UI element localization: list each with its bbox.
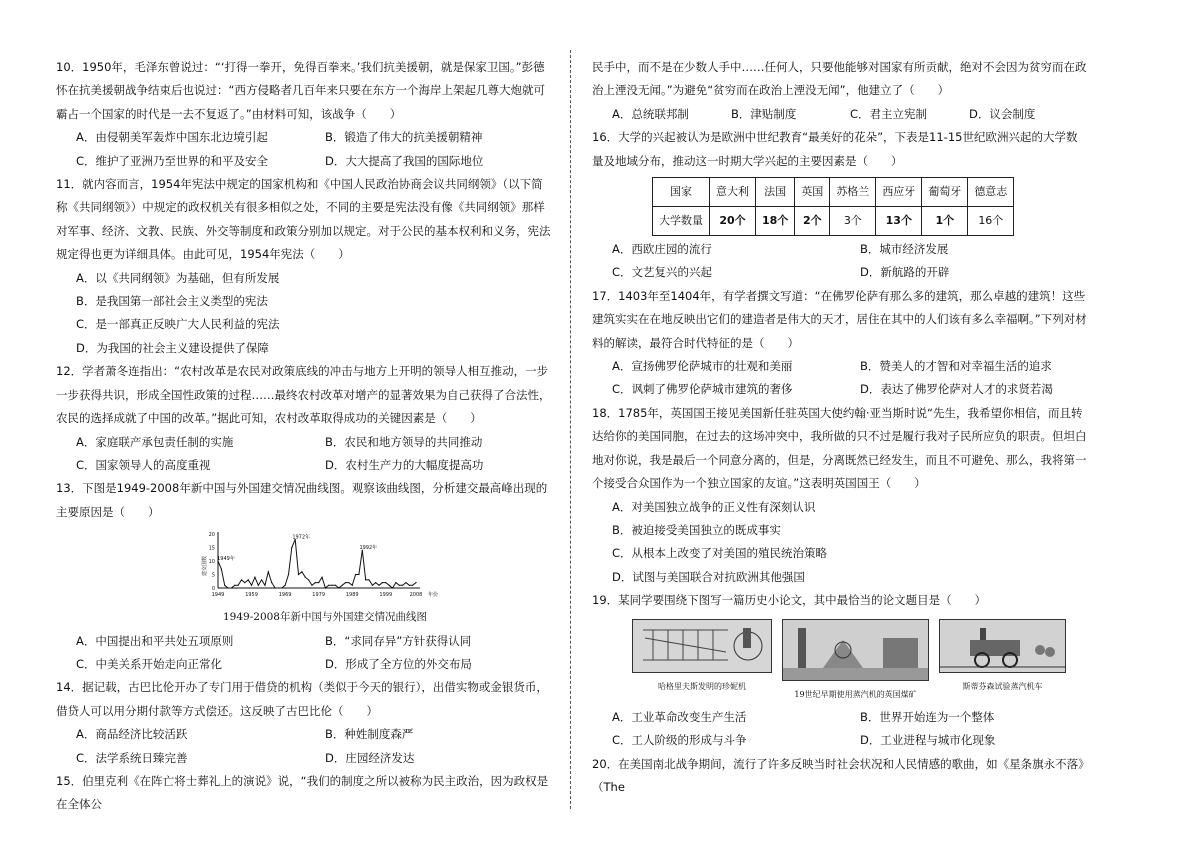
column-divider bbox=[570, 50, 571, 809]
table-cell: 20个 bbox=[710, 207, 756, 236]
question-15-options bbox=[592, 103, 1088, 126]
chart-caption: 1949-2008年新中国与外国建交情况曲线图 bbox=[223, 611, 427, 624]
data-point bbox=[365, 579, 366, 580]
table-cell: 意大利 bbox=[710, 178, 756, 207]
table-cell: 苏格兰 bbox=[830, 178, 876, 207]
data-point bbox=[402, 585, 403, 586]
option-a: A．由侵朝美军轰炸中国东北边境引起 bbox=[76, 130, 268, 145]
data-point bbox=[315, 582, 316, 583]
data-point bbox=[395, 582, 396, 583]
question-19-images bbox=[632, 619, 1088, 706]
data-point bbox=[352, 585, 353, 586]
data-point bbox=[238, 585, 239, 586]
data-point bbox=[335, 585, 336, 586]
option-d: D．农村生产力的大幅度提高功 bbox=[325, 457, 484, 472]
data-point bbox=[318, 582, 319, 583]
table-cell: 18个 bbox=[756, 207, 795, 236]
university-table bbox=[652, 177, 1014, 236]
data-point bbox=[389, 585, 390, 586]
option-a: A．商品经济比较活跃 bbox=[76, 727, 188, 742]
image-caption: 哈格里夫斯发明的珍妮机 bbox=[658, 681, 746, 691]
option-c: C．文艺复兴的兴起 bbox=[612, 265, 713, 280]
data-point bbox=[221, 569, 222, 570]
option-d: D．庄园经济发达 bbox=[325, 750, 415, 765]
table-cell: 1个 bbox=[922, 207, 968, 236]
option-d: D．为我国的社会主义建设提供了保障 bbox=[76, 340, 269, 355]
option-c: C．国家领导人的高度重视 bbox=[76, 457, 211, 472]
data-point bbox=[412, 585, 413, 586]
question-17-options-ab bbox=[592, 355, 1088, 378]
question-16: 16．大学的兴起被认为是欧洲中世纪教育“最美好的花朵”，下表是11-15世纪欧洲兴起的大学数量及地域分布，推动这一时期大学兴起的主要因素是（ ） bbox=[592, 130, 1078, 168]
data-point bbox=[399, 585, 400, 586]
question-12: 12．学者萧冬连指出：“农村改革是农民对政策底线的冲击与地方上开明的领导人相互推动，一步一步获得共识，形成全国性政策的过程……最终农村改革对增产的显著效果为自己获得了合法性，农民的选择成就了中国的改革。”据此可知，农村改革取得成功的关键因素是（ ） bbox=[56, 364, 551, 426]
option-d: D．表达了佛罗伦萨对人才的求贤若渴 bbox=[860, 382, 1053, 397]
option-b: B．锻造了伟大的抗美援朝精神 bbox=[325, 130, 483, 145]
question-17: 17．1403年至1404年，有学者撰文写道：“在佛罗伦萨有那么多的建筑，那么卓越的建筑！这些建筑实实在在地反映出它们的建造者是伟大的天才，居住在其中的人们该有多么幸福啊。”下列对材料的解读，最符合时代特征的是（ ） bbox=[592, 288, 1087, 350]
data-point bbox=[332, 585, 333, 586]
left-column bbox=[56, 56, 554, 817]
y-tick-label: 0 bbox=[211, 586, 215, 593]
option-d: D．新航路的开辟 bbox=[860, 265, 950, 280]
data-point bbox=[285, 585, 286, 586]
question-14: 14．据记载，古巴比伦开办了专门用于借贷的机构（类似于今天的银行），出借实物或金银货币，借贷人可以用分期付款等方式偿还。这反映了古巴比伦（ ） bbox=[56, 680, 548, 718]
y-tick-label: 10 bbox=[208, 559, 215, 566]
data-point bbox=[328, 585, 329, 586]
image-coal-mine-block bbox=[782, 619, 929, 706]
question-19-options-cd bbox=[592, 729, 1088, 752]
option-a: A．宣扬佛罗伦萨城市的壮观和美丽 bbox=[612, 359, 793, 374]
table-cell: 大学数量 bbox=[653, 207, 710, 236]
question-15-start: 15．伯里克利《在阵亡将士葬礼上的演说》说，“我们的制度之所以被称为民主政治，因为政权是在全体公 bbox=[56, 773, 549, 812]
data-point bbox=[254, 577, 255, 578]
option-b: B．津贴制度 bbox=[731, 106, 797, 121]
image-caption: 19世纪早期使用蒸汽机的英国煤矿 bbox=[794, 689, 917, 699]
data-point bbox=[308, 579, 309, 580]
series-line bbox=[218, 540, 416, 589]
table-cell: 13个 bbox=[876, 207, 922, 236]
option-b: B．农民和地方领导的共同推动 bbox=[325, 434, 483, 449]
data-point bbox=[278, 588, 279, 589]
option-d: D．试图与美国联合对抗欧洲其他强国 bbox=[612, 569, 805, 584]
question-10-options-ab bbox=[56, 126, 554, 149]
right-column bbox=[592, 56, 1088, 800]
option-a: A．中国提出和平共处五项原则 bbox=[76, 633, 234, 648]
y-tick-label: 5 bbox=[211, 572, 215, 579]
option-a: A．以《共同纲领》为基础，但有所发展 bbox=[76, 270, 280, 285]
data-point bbox=[382, 582, 383, 583]
question-15-continued: 民手中，而不是在少数人手中……任何人，只要他能够对国家有所贡献，绝对不会因为贫穷而在政治上湮没无闻。”为避免“贫穷而在政治上湮没无闻”，他建立了（ ） bbox=[592, 60, 1087, 98]
x-tick-label: 1959 bbox=[245, 592, 258, 599]
option-c: C．从根本上改变了对美国的殖民统治策略 bbox=[612, 546, 828, 561]
question-18: 18．1785年，英国国王接见美国新任驻英国大使约翰·亚当斯时说“先生，我希望你相信，而且转达给你的美国同胞，在过去的这场冲突中，我所做的只不过是履行我对子民所应负的职责。但坦白地对你说，我是最后一个同意分离的，但是，分离既然已经发生，而且不可避免、那么，我将第一个接受合众国作为一个独立国家的友谊。”这表明英国国王（ ） bbox=[592, 405, 1087, 491]
data-point bbox=[368, 579, 369, 580]
y-axis-label: 建交国数 bbox=[202, 556, 208, 577]
chart-annotation: 1972年 bbox=[292, 534, 311, 541]
data-point bbox=[274, 588, 275, 589]
data-point bbox=[305, 577, 306, 578]
question-16-options-ab bbox=[592, 238, 1088, 261]
data-point bbox=[375, 582, 376, 583]
option-b: B．城市经济发展 bbox=[860, 242, 949, 257]
option-a: A．工业革命改变生产生活 bbox=[612, 709, 747, 724]
data-point bbox=[227, 588, 228, 589]
table-cell: 2个 bbox=[795, 207, 830, 236]
data-point bbox=[321, 577, 322, 578]
option-c: C．讽刺了佛罗伦萨城市建筑的奢侈 bbox=[612, 382, 793, 397]
locomotive-illustration bbox=[940, 620, 1065, 672]
y-tick-label: 20 bbox=[208, 532, 215, 539]
option-b: B．“求同存异”方针获得认同 bbox=[325, 633, 472, 648]
data-point bbox=[234, 585, 235, 586]
table-row bbox=[653, 207, 1014, 236]
data-point bbox=[355, 574, 356, 575]
question-20-start: 20．在美国南北战争期间，流行了许多反映当时社会状况和人民情感的歌曲，如《星条旗永不落》（The bbox=[592, 756, 1084, 795]
option-b: B．世界开始连为一个整体 bbox=[860, 709, 995, 724]
option-b: B．是我国第一部社会主义类型的宪法 bbox=[76, 294, 268, 309]
data-point bbox=[268, 571, 269, 572]
table-cell: 国家 bbox=[653, 178, 710, 207]
question-13-options-ab bbox=[56, 630, 554, 653]
table-cell: 英国 bbox=[795, 178, 830, 207]
option-a: A．西欧庄园的流行 bbox=[612, 242, 712, 257]
option-c: C．是一部真正反映广大人民利益的宪法 bbox=[76, 317, 280, 332]
data-point bbox=[409, 585, 410, 586]
data-point bbox=[392, 588, 393, 589]
option-d: D．工业进程与城市化现象 bbox=[860, 733, 996, 748]
diplomacy-line-chart bbox=[196, 528, 439, 608]
option-b: B．赞美人的才智和对幸福生活的追求 bbox=[860, 359, 1052, 374]
data-point bbox=[264, 585, 265, 586]
question-12-options-cd bbox=[56, 454, 554, 477]
data-point bbox=[248, 579, 249, 580]
option-d: D．大大提高了我国的国际地位 bbox=[325, 153, 484, 168]
x-tick-label: 1969 bbox=[278, 592, 292, 599]
x-tick-label: 1979 bbox=[312, 592, 326, 599]
image-locomotive-block bbox=[939, 619, 1066, 706]
question-10: 10．1950年，毛泽东曾说过：“‘打得一拳开，免得百拳来。’我们抗美援朝，就是保家卫国。”彭德怀在抗美援朝战争结束后也说过：“西方侵略者几百年来只要在东方一个海岸上架起几尊大炮就可霸占一个国家的时代是一去不复返了。”由材料可知，该战争（ ） bbox=[56, 60, 545, 121]
coal-mine-image bbox=[782, 619, 929, 681]
x-axis-label: 年份 bbox=[428, 592, 439, 599]
option-d: D．议会制度 bbox=[969, 106, 1036, 121]
line-chart-figure bbox=[196, 528, 554, 608]
spinning-jenny-image bbox=[632, 619, 772, 673]
data-point bbox=[298, 574, 299, 575]
option-a: A．对美国独立战争的正义性有深刻认识 bbox=[612, 499, 816, 514]
data-point bbox=[358, 574, 359, 575]
data-point bbox=[372, 585, 373, 586]
data-point bbox=[342, 585, 343, 586]
chart-annotation: 1949年 bbox=[217, 556, 235, 563]
question-12-options-ab bbox=[56, 431, 554, 454]
option-b: B．种姓制度森严 bbox=[325, 727, 414, 742]
data-point bbox=[241, 579, 242, 580]
x-tick-label: 1949 bbox=[211, 592, 225, 599]
data-point bbox=[231, 588, 232, 589]
option-c: C．中美关系开始走向正常化 bbox=[76, 656, 223, 671]
data-point bbox=[261, 579, 262, 580]
data-point bbox=[251, 585, 252, 586]
option-c: C．维护了亚洲乃至世界的和平及安全 bbox=[76, 153, 269, 168]
question-13: 13．下图是1949-2008年新中国与外国建交情况曲线图。观察该曲线图，分析建交最高峰出现的主要原因是（ ） bbox=[56, 481, 548, 519]
option-a: A．家庭联产承包责任制的实施 bbox=[76, 434, 234, 449]
table-header-row bbox=[653, 178, 1014, 207]
data-point bbox=[325, 588, 326, 589]
data-point bbox=[271, 582, 272, 583]
data-point bbox=[224, 585, 225, 586]
question-14-options-cd bbox=[56, 747, 554, 770]
image-spinning-jenny-block bbox=[632, 619, 772, 706]
table-cell: 3个 bbox=[830, 207, 876, 236]
table-cell: 葡萄牙 bbox=[922, 178, 968, 207]
data-point bbox=[258, 585, 259, 586]
table-cell: 法国 bbox=[756, 178, 795, 207]
question-17-options-cd bbox=[592, 378, 1088, 401]
data-point bbox=[405, 582, 406, 583]
question-19-options-ab bbox=[592, 706, 1088, 729]
locomotive-image bbox=[939, 619, 1066, 673]
data-point bbox=[415, 582, 416, 583]
question-14-options-ab bbox=[56, 723, 554, 746]
chart-annotation: 1992年 bbox=[359, 545, 378, 552]
table-cell: 16个 bbox=[968, 207, 1014, 236]
question-19: 19．某同学要围绕下图写一篇历史小论文，其中最恰当的论文题目是（ ） bbox=[592, 593, 987, 608]
table-cell: 德意志 bbox=[968, 178, 1014, 207]
data-point bbox=[348, 582, 349, 583]
question-16-options-cd bbox=[592, 261, 1088, 284]
data-point bbox=[281, 588, 282, 589]
option-c: C．工人阶级的形成与斗争 bbox=[612, 733, 747, 748]
x-tick-label: 1989 bbox=[345, 592, 359, 599]
data-point bbox=[345, 582, 346, 583]
option-c: C．法学系统日臻完善 bbox=[76, 750, 188, 765]
data-point bbox=[385, 582, 386, 583]
data-point bbox=[291, 547, 292, 548]
data-point bbox=[378, 585, 379, 586]
question-10-options-cd bbox=[56, 150, 554, 173]
option-a: A．总统联邦制 bbox=[612, 106, 689, 121]
image-caption: 斯蒂芬森试验蒸汽机车 bbox=[962, 681, 1043, 691]
y-tick-label: 15 bbox=[208, 545, 215, 552]
spinning-jenny-illustration bbox=[633, 620, 771, 672]
option-c: C．君主立宪制 bbox=[850, 106, 928, 121]
option-b: B．被迫接受美国独立的既成事实 bbox=[612, 522, 781, 537]
x-tick-label: 2008 bbox=[409, 592, 423, 599]
x-tick-label: 1999 bbox=[379, 592, 393, 599]
data-point bbox=[301, 571, 302, 572]
data-point bbox=[288, 574, 289, 575]
data-point bbox=[244, 582, 245, 583]
data-point bbox=[311, 585, 312, 586]
question-11: 11．就内容而言，1954年宪法中规定的国家机构和《中国人民政治协商会议共同纲领》（以下简称《共同纲领》）中规定的政权机关有很多相似之处，不同的主要是宪法没有像《共同纲领》那样对军事、经济、文教、民族、外交等制度和政策分别加以规定。对于公民的基本权利和义务，宪法规定得也更为详细具体。由此可见，1954年宪法（ ） bbox=[56, 177, 551, 262]
question-13-options-cd bbox=[56, 653, 554, 676]
coal-mine-illustration bbox=[783, 620, 928, 680]
data-point bbox=[338, 588, 339, 589]
option-d: D．形成了全方位的外交布局 bbox=[325, 656, 472, 671]
table-cell: 西应牙 bbox=[876, 178, 922, 207]
